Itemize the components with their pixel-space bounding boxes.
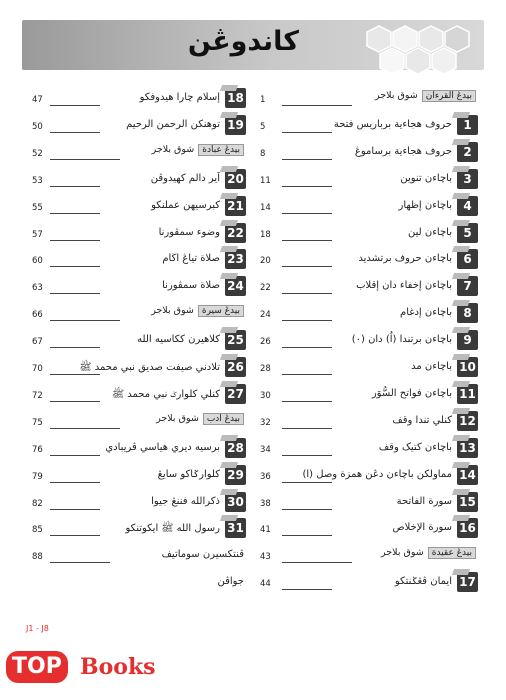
unit-number-badge: 17 bbox=[457, 572, 478, 592]
toc-row bbox=[26, 276, 246, 298]
page-number: 55 bbox=[32, 202, 43, 213]
toc-entry-text: کنلي کلوارݢ نبي محمد ﷺ bbox=[111, 388, 220, 400]
page-number: 11 bbox=[260, 175, 271, 186]
toc-entry-text: ڤنتکسيرن سوماتيف bbox=[161, 549, 244, 561]
section-label bbox=[375, 90, 476, 104]
leader-line bbox=[50, 186, 100, 187]
page-number: 24 bbox=[260, 310, 271, 321]
section-label bbox=[152, 144, 244, 158]
unit-number-badge: 7 bbox=[457, 276, 478, 296]
page-number: 70 bbox=[32, 364, 43, 374]
leader-line bbox=[50, 213, 100, 214]
unit-number-badge: 1 bbox=[457, 115, 478, 135]
toc-row bbox=[258, 357, 478, 379]
page-number: 82 bbox=[32, 498, 43, 509]
logo-books: Books bbox=[80, 654, 156, 680]
section-tag: بيدڠ القرءان bbox=[422, 90, 476, 102]
unit-number-badge: 13 bbox=[457, 438, 478, 458]
leader-line bbox=[282, 374, 332, 375]
toc-row bbox=[258, 492, 478, 514]
section-label bbox=[151, 305, 244, 319]
page-number: 79 bbox=[32, 471, 43, 482]
toc-entry-text: جواڤن bbox=[217, 576, 244, 588]
page-number: 36 bbox=[260, 471, 271, 482]
toc-entry-text: حروف هجاءية برباريس فتحة bbox=[333, 118, 452, 130]
page-number: 30 bbox=[260, 390, 271, 401]
toc-entry-text: کلوارݢاکو سايڠ bbox=[157, 468, 220, 480]
toc-entry-text: حروف هجاءية برساموڠ bbox=[354, 145, 452, 157]
unit-number-badge: 31 bbox=[225, 518, 246, 538]
toc-row bbox=[258, 384, 478, 406]
unit-number-badge: 20 bbox=[225, 169, 246, 189]
unit-number-badge: 3 bbox=[457, 169, 478, 189]
toc-entry-text: ذکرالله فننڠ جيوا bbox=[151, 495, 220, 507]
page-number: 63 bbox=[32, 283, 43, 294]
page-number: 34 bbox=[260, 444, 271, 455]
toc-row bbox=[26, 545, 246, 567]
unit-number-badge: 22 bbox=[225, 223, 246, 243]
page-number: 43 bbox=[260, 552, 271, 563]
toc-row bbox=[26, 115, 246, 137]
toc-row bbox=[258, 142, 478, 164]
leader-line bbox=[282, 186, 332, 187]
toc-row bbox=[258, 249, 478, 271]
page-number: 26 bbox=[260, 337, 271, 348]
toc-row bbox=[258, 115, 478, 137]
page-number: 41 bbox=[260, 525, 271, 536]
unit-number-badge: 9 bbox=[457, 330, 478, 350]
toc-entry-text: سورة الفاتحة bbox=[396, 495, 452, 507]
toc-entry-text: صلاة تياڠ اڬام bbox=[162, 253, 220, 265]
section-header-row bbox=[258, 545, 478, 567]
section-label bbox=[156, 413, 244, 427]
leader-line bbox=[50, 482, 100, 483]
page-number: 75 bbox=[32, 417, 43, 428]
leader-line bbox=[282, 266, 332, 267]
toc-entry-text: اَير دالم کهيدوڤن bbox=[150, 172, 220, 184]
section-subtitle: شوق بلاجر bbox=[151, 305, 194, 317]
toc-entry-text: باچاءن إظهار bbox=[398, 199, 452, 211]
toc-entry-text: مماولکن باچاءن دڠن همزة وصل (ا) bbox=[302, 468, 452, 480]
toc-entry-text: کلاهيرن ککاسيه الله bbox=[137, 334, 220, 346]
leader-line bbox=[282, 401, 332, 402]
section-header-row bbox=[26, 303, 246, 325]
toc-row bbox=[26, 249, 246, 271]
page-number: 38 bbox=[260, 498, 271, 509]
page-number: 53 bbox=[32, 175, 43, 186]
answer-page-range: J1 - J8 bbox=[26, 624, 49, 633]
page-number: 18 bbox=[260, 229, 271, 240]
unit-number-badge: 27 bbox=[225, 384, 246, 404]
leader-line bbox=[282, 105, 352, 106]
toc-entry-text: وضوء سمڤورنا bbox=[158, 226, 220, 238]
toc-row bbox=[26, 465, 246, 487]
toc-row bbox=[258, 411, 478, 433]
toc-entry-text: باچاءن برتندا (اُ) دان (٠) bbox=[351, 334, 452, 346]
toc-entry-text: کنلي تندا وقف bbox=[392, 414, 452, 426]
leader-line bbox=[282, 562, 352, 563]
leader-line bbox=[50, 562, 110, 563]
leader-line bbox=[282, 240, 332, 241]
toc-row bbox=[26, 438, 246, 460]
unit-number-badge: 12 bbox=[457, 411, 478, 431]
page-number: 28 bbox=[260, 364, 271, 374]
section-tag: بيدڠ سيرة bbox=[198, 305, 244, 317]
section-header-row bbox=[26, 411, 246, 433]
toc-row bbox=[258, 465, 478, 487]
section-header-row bbox=[258, 88, 478, 110]
topbooks-logo bbox=[2, 651, 172, 683]
toc-row bbox=[258, 330, 478, 352]
toc-entry-text: سورة الإخلاص bbox=[392, 522, 452, 534]
unit-number-badge: 11 bbox=[457, 384, 478, 404]
leader-line bbox=[282, 455, 332, 456]
unit-number-badge: 18 bbox=[225, 88, 246, 108]
leader-line bbox=[50, 401, 100, 402]
leader-line bbox=[282, 482, 332, 483]
section-subtitle: شوق بلاجر bbox=[375, 90, 418, 101]
toc-row bbox=[26, 492, 246, 514]
leader-line bbox=[282, 132, 332, 133]
toc-row bbox=[26, 357, 246, 379]
section-label bbox=[381, 547, 476, 561]
section-header-row bbox=[26, 142, 246, 164]
page-number: 52 bbox=[32, 148, 43, 159]
section-subtitle: شوق بلاجر bbox=[381, 547, 424, 559]
page-number: 50 bbox=[32, 121, 43, 132]
leader-line bbox=[50, 347, 100, 348]
section-tag: بيدڠ عقيدة bbox=[428, 547, 476, 559]
unit-number-badge: 16 bbox=[457, 518, 478, 538]
toc-row bbox=[258, 223, 478, 245]
unit-number-badge: 15 bbox=[457, 492, 478, 512]
toc-entry-text: تلادني صيفت صديق نبي محمد ﷺ bbox=[79, 362, 220, 373]
toc-row bbox=[258, 276, 478, 298]
toc-entry-text: باچاءن حروف برتشديد bbox=[358, 253, 452, 265]
toc-row bbox=[258, 518, 478, 540]
toc-entry-text: باچاءن تنوين bbox=[400, 172, 452, 184]
leader-line bbox=[282, 213, 332, 214]
toc-entry-text: إسلام چارا هيدوفکو bbox=[139, 92, 220, 103]
unit-number-badge: 24 bbox=[225, 276, 246, 296]
toc-entry-text: کبرسيهن عملنکو bbox=[151, 199, 220, 211]
toc-row bbox=[258, 572, 478, 594]
leader-line bbox=[50, 132, 100, 133]
page-number: 85 bbox=[32, 525, 43, 536]
leader-line bbox=[282, 347, 332, 348]
leader-line bbox=[50, 105, 100, 106]
toc-row bbox=[26, 330, 246, 352]
leader-line bbox=[50, 428, 120, 429]
unit-number-badge: 14 bbox=[457, 465, 478, 485]
leader-line bbox=[50, 159, 120, 160]
unit-number-badge: 26 bbox=[225, 357, 246, 377]
toc-entry-text: ايمان ڤڠݢنتکو bbox=[394, 576, 452, 588]
unit-number-badge: 30 bbox=[225, 492, 246, 512]
leader-line bbox=[50, 455, 100, 456]
toc-row bbox=[26, 223, 246, 245]
unit-number-badge: 21 bbox=[225, 196, 246, 216]
toc-row bbox=[26, 384, 246, 406]
page-number: 76 bbox=[32, 444, 43, 455]
leader-line bbox=[50, 240, 100, 241]
title-banner bbox=[22, 20, 484, 70]
toc-entry-text: برسيه ديري هياسي ڤريبادي bbox=[105, 441, 220, 453]
page-number: 32 bbox=[260, 417, 271, 428]
leader-line bbox=[282, 509, 332, 510]
toc-row bbox=[26, 88, 246, 110]
unit-number-badge: 2 bbox=[457, 142, 478, 162]
toc-row bbox=[258, 196, 478, 218]
page-number: 57 bbox=[32, 229, 43, 240]
page-number: 20 bbox=[260, 256, 271, 267]
page-number: 67 bbox=[32, 337, 43, 348]
toc-entry-text: رسول الله ﷺ ايکوتنکو bbox=[125, 523, 220, 535]
unit-number-badge: 8 bbox=[457, 303, 478, 323]
toc-row bbox=[26, 169, 246, 191]
unit-number-badge: 5 bbox=[457, 223, 478, 243]
leader-line bbox=[282, 589, 332, 590]
page-number: 60 bbox=[32, 256, 43, 267]
page-number: 1 bbox=[260, 95, 266, 105]
unit-number-badge: 19 bbox=[225, 115, 246, 135]
toc-row bbox=[258, 169, 478, 191]
toc-entry-text: باچاءن کتيک وقف bbox=[378, 441, 452, 453]
page-number: 22 bbox=[260, 283, 271, 294]
page-number: 88 bbox=[32, 552, 43, 563]
toc-row bbox=[26, 572, 246, 594]
leader-line bbox=[50, 509, 100, 510]
leader-line bbox=[282, 159, 332, 160]
leader-line bbox=[50, 320, 120, 321]
page-number: 47 bbox=[32, 95, 43, 105]
logo-top: TOP bbox=[6, 651, 68, 683]
leader-line bbox=[50, 535, 100, 536]
toc-entry-text: باچاءن مد bbox=[411, 361, 452, 372]
section-tag: بيدڠ ادب bbox=[203, 413, 244, 425]
toc-entry-text: باچاءن لين bbox=[408, 226, 452, 238]
toc-entry-text: باچاءن إدغام bbox=[400, 307, 452, 319]
unit-number-badge: 4 bbox=[457, 196, 478, 216]
unit-number-badge: 23 bbox=[225, 249, 246, 269]
unit-number-badge: 25 bbox=[225, 330, 246, 350]
leader-line bbox=[282, 293, 332, 294]
page-number: 44 bbox=[260, 579, 271, 590]
page-number: 14 bbox=[260, 202, 271, 213]
toc-row bbox=[26, 518, 246, 540]
section-tag: بيدڠ عبادة bbox=[198, 144, 244, 156]
page-title: كاندوڠن bbox=[187, 26, 299, 57]
section-subtitle: شوق بلاجر bbox=[156, 412, 199, 424]
unit-number-badge: 28 bbox=[225, 438, 246, 458]
page-number: 8 bbox=[260, 148, 266, 159]
toc-entry-text: باچاءن فواتح السُّوَر bbox=[371, 387, 452, 399]
toc-row bbox=[258, 438, 478, 460]
hexagon-decoration-icon bbox=[347, 24, 477, 86]
page-number: 72 bbox=[32, 390, 43, 401]
unit-number-badge: 29 bbox=[225, 465, 246, 485]
leader-line bbox=[282, 428, 332, 429]
toc-entry-text: باچاءن إخفاء دان إقلاب bbox=[356, 280, 452, 292]
section-subtitle: شوق بلاجر bbox=[151, 143, 195, 155]
leader-line bbox=[50, 293, 100, 294]
toc-entry-text: صلاة سمڤورنا bbox=[162, 280, 220, 292]
unit-number-badge: 10 bbox=[457, 357, 478, 377]
toc-row bbox=[26, 196, 246, 218]
leader-line bbox=[282, 320, 332, 321]
toc-entry-text: توهنکن الرحمن الرحيم bbox=[126, 118, 220, 130]
toc-row bbox=[258, 303, 478, 325]
leader-line bbox=[282, 535, 332, 536]
leader-line bbox=[50, 266, 100, 267]
unit-number-badge: 6 bbox=[457, 249, 478, 269]
page-number: 5 bbox=[260, 121, 266, 132]
page-number: 66 bbox=[32, 310, 43, 321]
